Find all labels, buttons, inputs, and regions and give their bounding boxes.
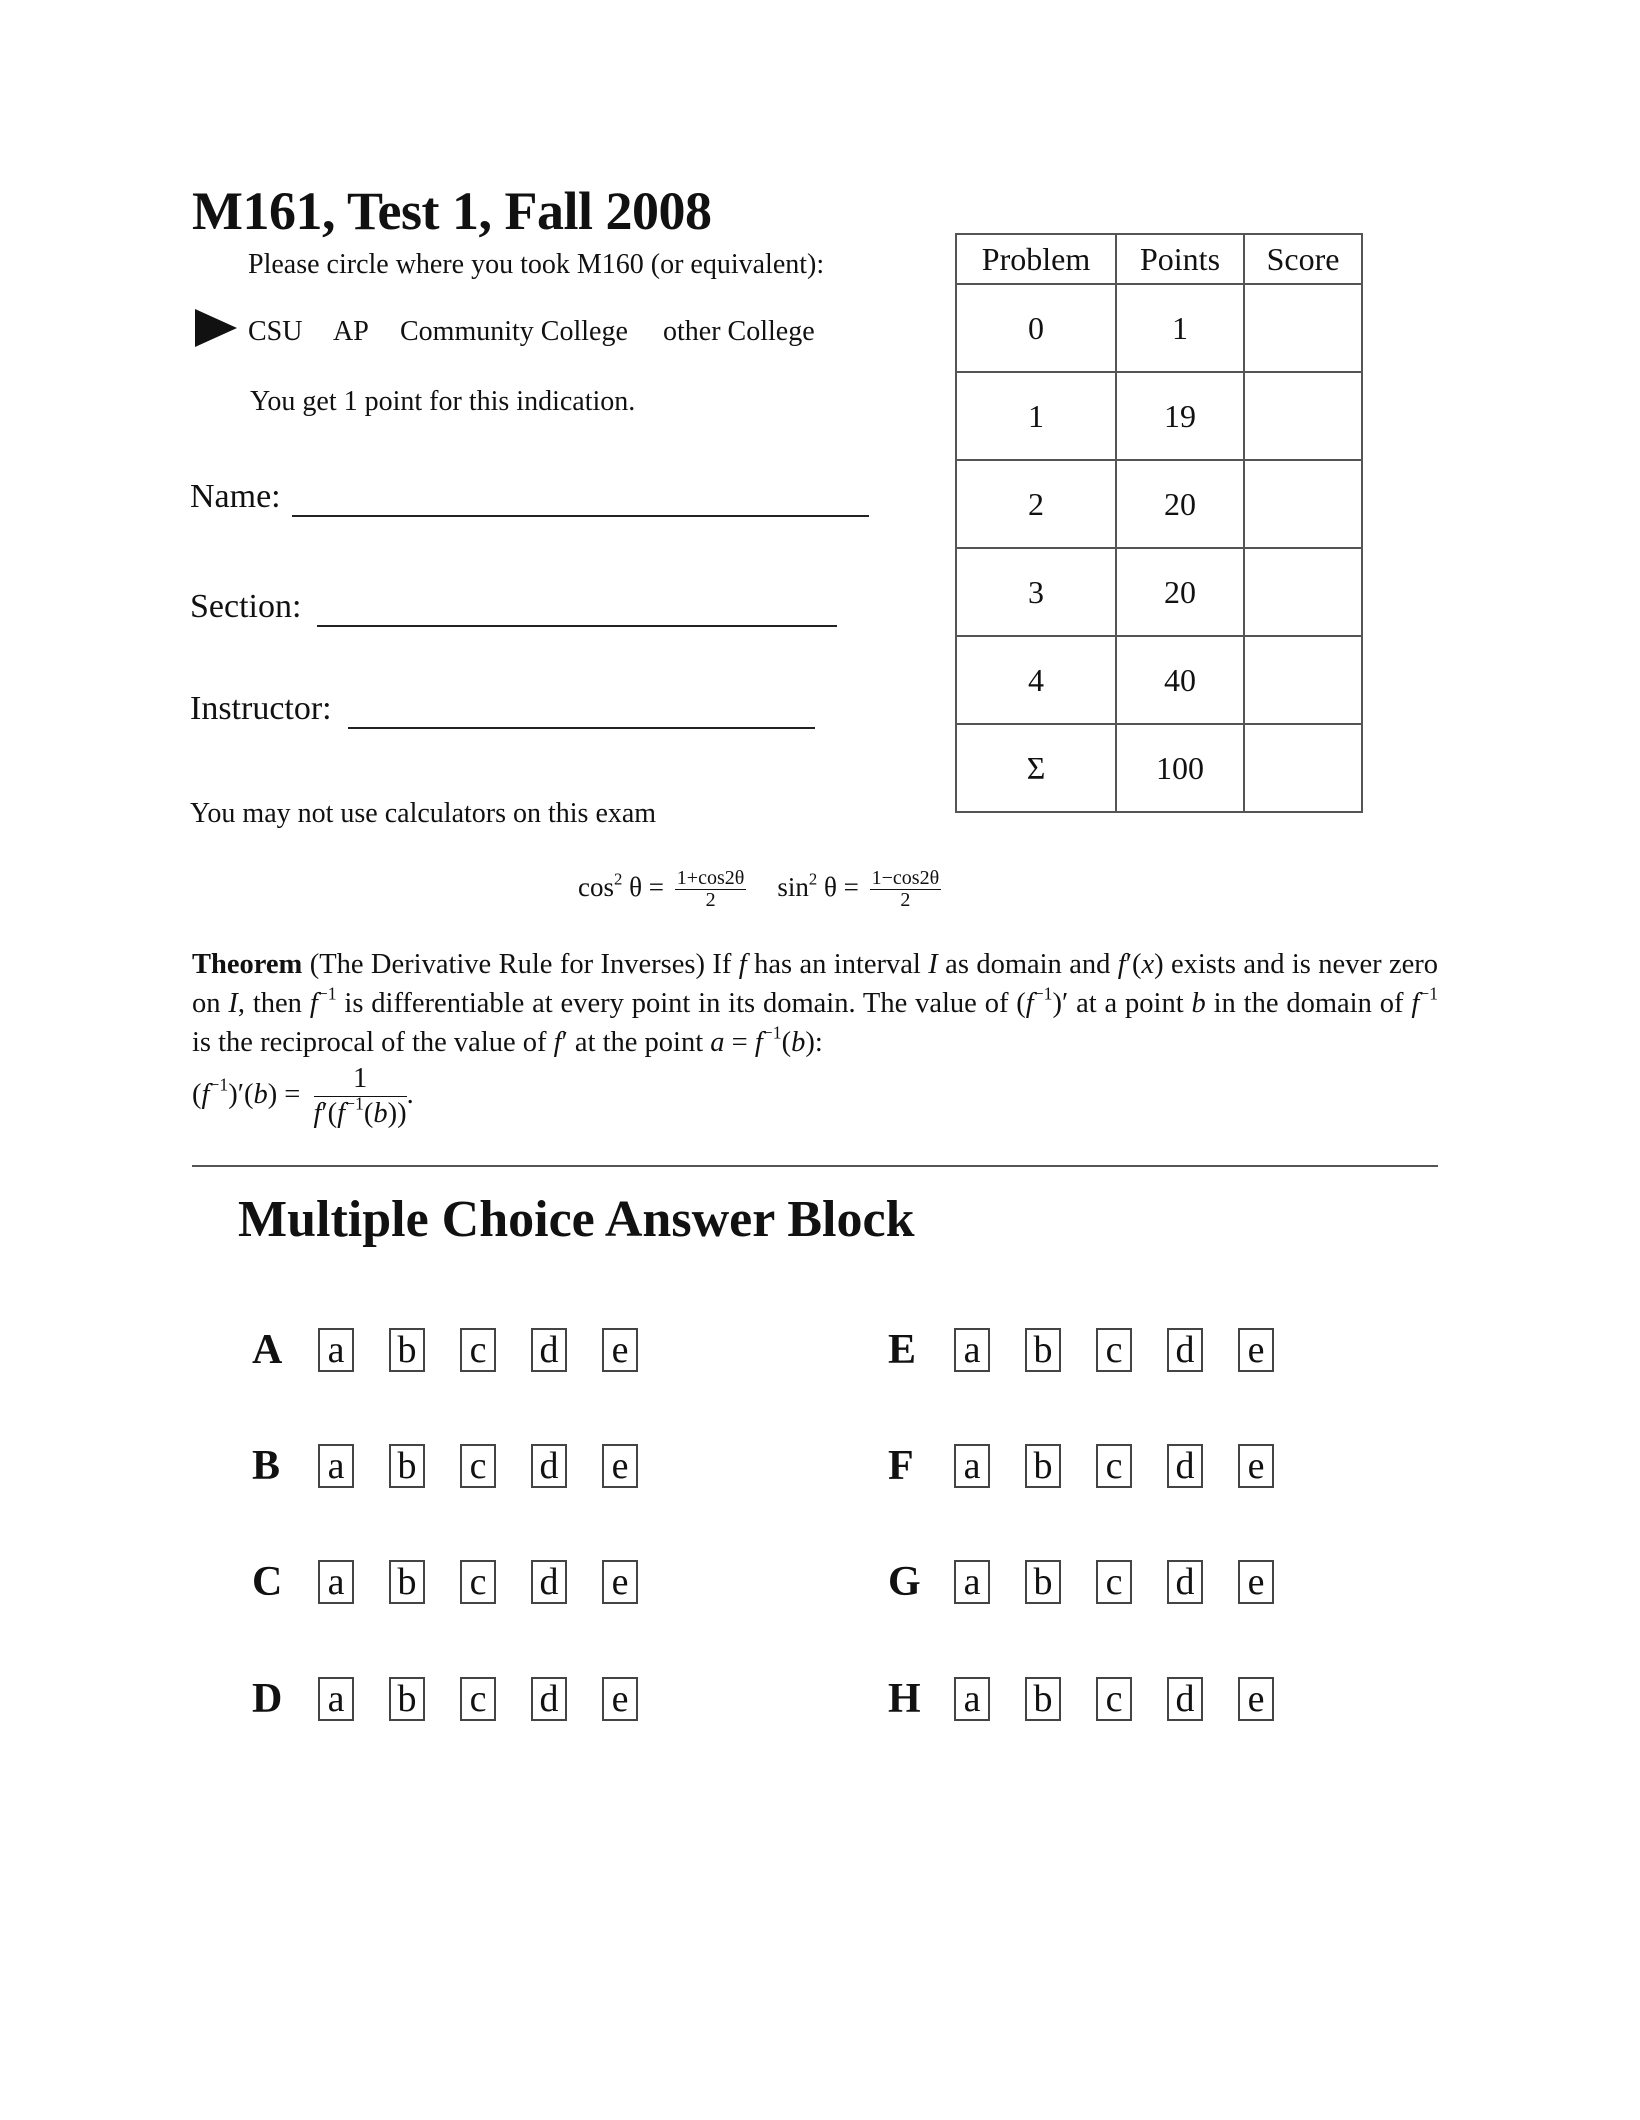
answer-box-b-d[interactable]: d — [531, 1444, 567, 1488]
answer-box-c-d[interactable]: d — [531, 1560, 567, 1604]
question-row-e — [888, 1324, 1309, 1376]
answer-box-h-a[interactable]: a — [954, 1677, 990, 1721]
section-line[interactable] — [317, 625, 837, 627]
points-total-cell: 100 — [1116, 724, 1244, 812]
answer-box-g-c[interactable]: c — [1096, 1560, 1132, 1604]
answer-box-a-d[interactable]: d — [531, 1328, 567, 1372]
sigma-icon: Σ — [956, 724, 1116, 812]
table-row — [956, 548, 1362, 636]
option-ap[interactable]: AP — [333, 316, 369, 347]
answer-box-c-e[interactable]: e — [602, 1560, 638, 1604]
instructor-line[interactable] — [348, 727, 815, 729]
answer-box-h-d[interactable]: d — [1167, 1677, 1203, 1721]
question-row-d — [252, 1673, 673, 1725]
problem-cell: 1 — [956, 372, 1116, 460]
question-letter: C — [252, 1559, 283, 1605]
answer-box-g-a[interactable]: a — [954, 1560, 990, 1604]
answer-box-f-d[interactable]: d — [1167, 1444, 1203, 1488]
answer-box-a-a[interactable]: a — [318, 1328, 354, 1372]
answer-box-g-e[interactable]: e — [1238, 1560, 1274, 1604]
answer-box-a-b[interactable]: b — [389, 1328, 425, 1372]
question-letter: E — [888, 1327, 917, 1373]
mc-block-title: Multiple Choice Answer Block — [238, 1191, 915, 1248]
header-problem: Problem — [956, 234, 1116, 284]
problem-cell: 2 — [956, 460, 1116, 548]
answer-box-e-b[interactable]: b — [1025, 1328, 1061, 1372]
table-row — [956, 284, 1362, 372]
answer-box-d-d[interactable]: d — [531, 1677, 567, 1721]
answer-box-f-e[interactable]: e — [1238, 1444, 1274, 1488]
points-cell: 20 — [1116, 460, 1244, 548]
answer-box-e-a[interactable]: a — [954, 1328, 990, 1372]
score-cell[interactable] — [1244, 372, 1362, 460]
answer-box-a-c[interactable]: c — [460, 1328, 496, 1372]
question-letter: H — [888, 1676, 921, 1722]
page-title: M161, Test 1, Fall 2008 — [192, 181, 712, 241]
question-letter: F — [888, 1443, 914, 1489]
score-cell[interactable] — [1244, 460, 1362, 548]
answer-box-c-a[interactable]: a — [318, 1560, 354, 1604]
question-row-b — [252, 1440, 673, 1492]
table-row — [956, 636, 1362, 724]
points-cell: 19 — [1116, 372, 1244, 460]
answer-box-e-e[interactable]: e — [1238, 1328, 1274, 1372]
answer-box-b-c[interactable]: c — [460, 1444, 496, 1488]
answer-box-d-c[interactable]: c — [460, 1677, 496, 1721]
point-note: You get 1 point for this indication. — [250, 386, 636, 417]
table-row-total — [956, 724, 1362, 812]
answer-box-f-a[interactable]: a — [954, 1444, 990, 1488]
answer-box-g-d[interactable]: d — [1167, 1560, 1203, 1604]
points-cell: 20 — [1116, 548, 1244, 636]
score-table-header — [956, 234, 1362, 284]
option-other-college[interactable]: other College — [663, 316, 815, 347]
answer-box-b-e[interactable]: e — [602, 1444, 638, 1488]
question-letter: B — [252, 1443, 281, 1489]
option-csu[interactable]: CSU — [248, 316, 303, 347]
answer-box-b-a[interactable]: a — [318, 1444, 354, 1488]
question-letter: D — [252, 1676, 283, 1722]
option-community-college[interactable]: Community College — [400, 316, 628, 347]
score-cell[interactable] — [1244, 636, 1362, 724]
score-total-cell[interactable] — [1244, 724, 1362, 812]
circle-prompt: Please circle where you took M160 (or equivalent): — [248, 249, 825, 280]
inverse-derivative-fraction: $\frac{1}{f'(f^{-1}(b))}$ — [313, 1063, 407, 1129]
points-cell: 1 — [1116, 284, 1244, 372]
answer-box-d-e[interactable]: e — [602, 1677, 638, 1721]
section-label: Section: — [190, 588, 302, 625]
theorem-paragraph: Theorem (The Derivative Rule for Inverses) If f has an interval I as domain and f′(x) exists and is never zero on I, then $f^{-1}$ is differentiable at every point in its domain. The value of $(f^{-1})'$ at a point b in the domain of $f^{-1}$ is the reciprocal of the value of f′ at the point $a = f^{-1}(b)$: $(f^{-1})'(b)$ = $\frac{1}{f'(f^{-1}(b))}$ . — [192, 949, 1439, 1129]
calculator-note: You may not use calculators on this exam — [190, 798, 657, 829]
question-row-f — [888, 1440, 1309, 1492]
trig-identities — [578, 868, 945, 911]
answer-box-e-d[interactable]: d — [1167, 1328, 1203, 1372]
answer-box-e-c[interactable]: c — [1096, 1328, 1132, 1372]
points-cell: 40 — [1116, 636, 1244, 724]
sin-identity: $\sin^2 \theta$ = $\frac{1-\cos 2\theta}{2}$ — [777, 867, 940, 911]
answer-box-f-b[interactable]: b — [1025, 1444, 1061, 1488]
table-row — [956, 460, 1362, 548]
section-divider — [192, 1165, 1438, 1167]
name-label: Name: — [190, 478, 281, 515]
header-score: Score — [1244, 234, 1362, 284]
answer-box-d-b[interactable]: b — [389, 1677, 425, 1721]
answer-box-c-c[interactable]: c — [460, 1560, 496, 1604]
instructor-label: Instructor: — [190, 690, 332, 727]
answer-box-d-a[interactable]: a — [318, 1677, 354, 1721]
pointer-arrow-icon — [195, 309, 237, 347]
theorem-heading: Theorem — [192, 949, 303, 980]
answer-box-g-b[interactable]: b — [1025, 1560, 1061, 1604]
score-cell[interactable] — [1244, 284, 1362, 372]
name-line[interactable] — [292, 515, 869, 517]
theorem-rule-name: (The Derivative Rule for Inverses) — [309, 949, 705, 980]
cos-identity: $\cos^2 \theta$ = $\frac{1+\cos 2\theta}{2}$ — [578, 867, 745, 911]
problem-cell: 0 — [956, 284, 1116, 372]
answer-box-a-e[interactable]: e — [602, 1328, 638, 1372]
score-table — [955, 233, 1363, 813]
score-cell[interactable] — [1244, 548, 1362, 636]
question-row-g — [888, 1556, 1309, 1608]
header-points: Points — [1116, 234, 1244, 284]
problem-cell: 4 — [956, 636, 1116, 724]
answer-box-c-b[interactable]: b — [389, 1560, 425, 1604]
table-row — [956, 372, 1362, 460]
answer-box-h-c[interactable]: c — [1096, 1677, 1132, 1721]
question-row-c — [252, 1556, 673, 1608]
question-letter: A — [252, 1327, 283, 1373]
answer-box-h-e[interactable]: e — [1238, 1677, 1274, 1721]
question-letter: G — [888, 1559, 921, 1605]
question-row-a — [252, 1324, 673, 1376]
problem-cell: 3 — [956, 548, 1116, 636]
answer-box-h-b[interactable]: b — [1025, 1677, 1061, 1721]
answer-box-b-b[interactable]: b — [389, 1444, 425, 1488]
answer-box-f-c[interactable]: c — [1096, 1444, 1132, 1488]
question-row-h — [888, 1673, 1309, 1725]
